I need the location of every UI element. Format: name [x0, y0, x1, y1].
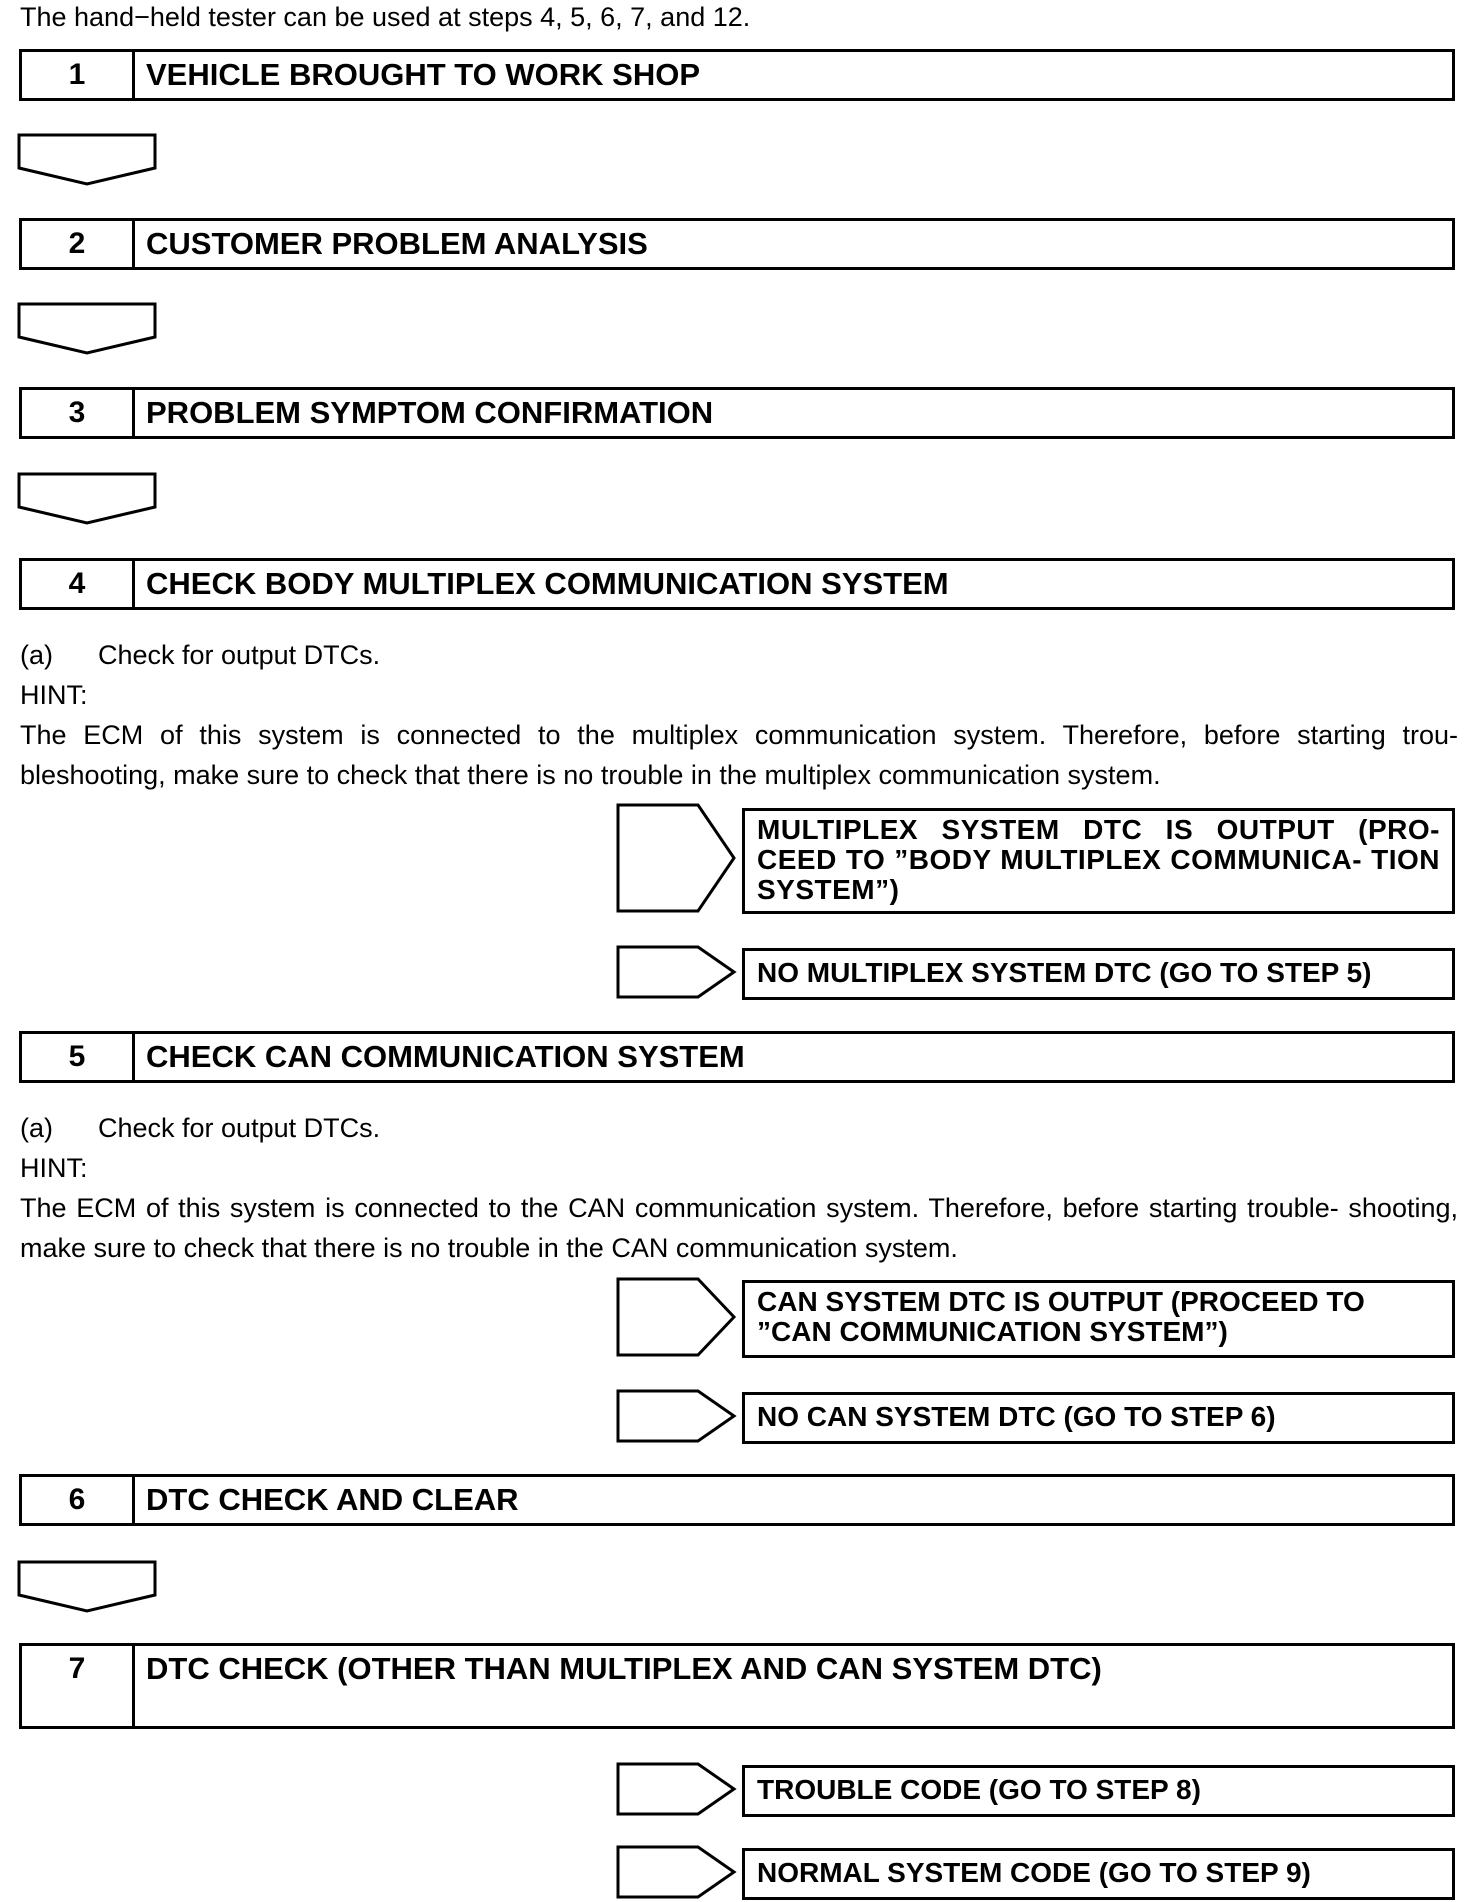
- step-5-substep: [20, 1108, 1460, 1148]
- substep-label: (a): [20, 1113, 53, 1143]
- step-1-box: [19, 49, 1455, 101]
- substep-text: Check for output DTCs.: [98, 640, 381, 670]
- step-number: 7: [22, 1646, 135, 1726]
- step-number: 1: [22, 52, 135, 98]
- down-arrow-icon: [17, 1559, 157, 1615]
- down-arrow-icon: [17, 471, 157, 527]
- substep-text: Check for output DTCs.: [98, 1113, 381, 1143]
- step-title: DTC CHECK AND CLEAR: [146, 1482, 519, 1517]
- step-5-hint-label: HINT:: [20, 1153, 88, 1183]
- right-arrow-icon: [616, 944, 740, 1000]
- step-4-result-dtc-output: MULTIPLEX SYSTEM DTC IS OUTPUT (PRO- CEED TO ”BODY MULTIPLEX COMMUNICA- TION SYSTEM”): [742, 808, 1455, 914]
- step-7-box: [19, 1643, 1455, 1729]
- right-arrow-icon: [616, 1844, 740, 1900]
- step-number: 3: [22, 390, 135, 436]
- down-arrow-icon: [17, 132, 157, 188]
- step-5-box: [19, 1031, 1455, 1083]
- step-4-hint-label: HINT:: [20, 680, 88, 710]
- step-4-result-no-dtc: NO MULTIPLEX SYSTEM DTC (GO TO STEP 5): [742, 948, 1455, 1000]
- step-title: CUSTOMER PROBLEM ANALYSIS: [146, 226, 648, 261]
- step-title: CHECK BODY MULTIPLEX COMMUNICATION SYSTEM: [146, 566, 949, 601]
- step-number: 6: [22, 1477, 135, 1523]
- right-arrow-icon: [616, 1388, 740, 1444]
- right-arrow-icon: [616, 1761, 740, 1817]
- step-2-box: [19, 218, 1455, 270]
- step-number: 2: [22, 221, 135, 267]
- step-title: VEHICLE BROUGHT TO WORK SHOP: [146, 57, 701, 92]
- step-6-box: [19, 1474, 1455, 1526]
- step-3-box: [19, 387, 1455, 439]
- step-title: CHECK CAN COMMUNICATION SYSTEM: [146, 1039, 745, 1074]
- step-4-substep: [20, 635, 1460, 675]
- step-4-box: [19, 558, 1455, 610]
- intro-text: The hand−held tester can be used at steps 4, 5, 6, 7, and 12.: [20, 2, 751, 32]
- step-title: PROBLEM SYMPTOM CONFIRMATION: [146, 395, 714, 430]
- step-number: 4: [22, 561, 135, 607]
- step-5-result-dtc-output: CAN SYSTEM DTC IS OUTPUT (PROCEED TO ”CAN COMMUNICATION SYSTEM”): [742, 1280, 1455, 1358]
- step-7-result-normal-code: NORMAL SYSTEM CODE (GO TO STEP 9): [742, 1848, 1455, 1900]
- step-5-hint-text: The ECM of this system is connected to the CAN communication system. Therefore, before starting trouble- shooting, make sure to check that there is no trouble in the CAN communication system.: [20, 1193, 1458, 1263]
- step-number: 5: [22, 1034, 135, 1080]
- right-arrow-icon: [616, 1276, 740, 1358]
- step-5-result-no-dtc: NO CAN SYSTEM DTC (GO TO STEP 6): [742, 1392, 1455, 1444]
- step-4-hint-text: The ECM of this system is connected to the multiplex communication system. Therefore, before starting trou- bleshooting, make sure to check that there is no trouble in the multiplex communication system.: [20, 720, 1458, 790]
- substep-label: (a): [20, 640, 53, 670]
- right-arrow-icon: [616, 802, 740, 914]
- down-arrow-icon: [17, 301, 157, 357]
- step-title: DTC CHECK (OTHER THAN MULTIPLEX AND CAN SYSTEM DTC): [146, 1651, 1102, 1686]
- step-7-result-trouble-code: TROUBLE CODE (GO TO STEP 8): [742, 1765, 1455, 1817]
